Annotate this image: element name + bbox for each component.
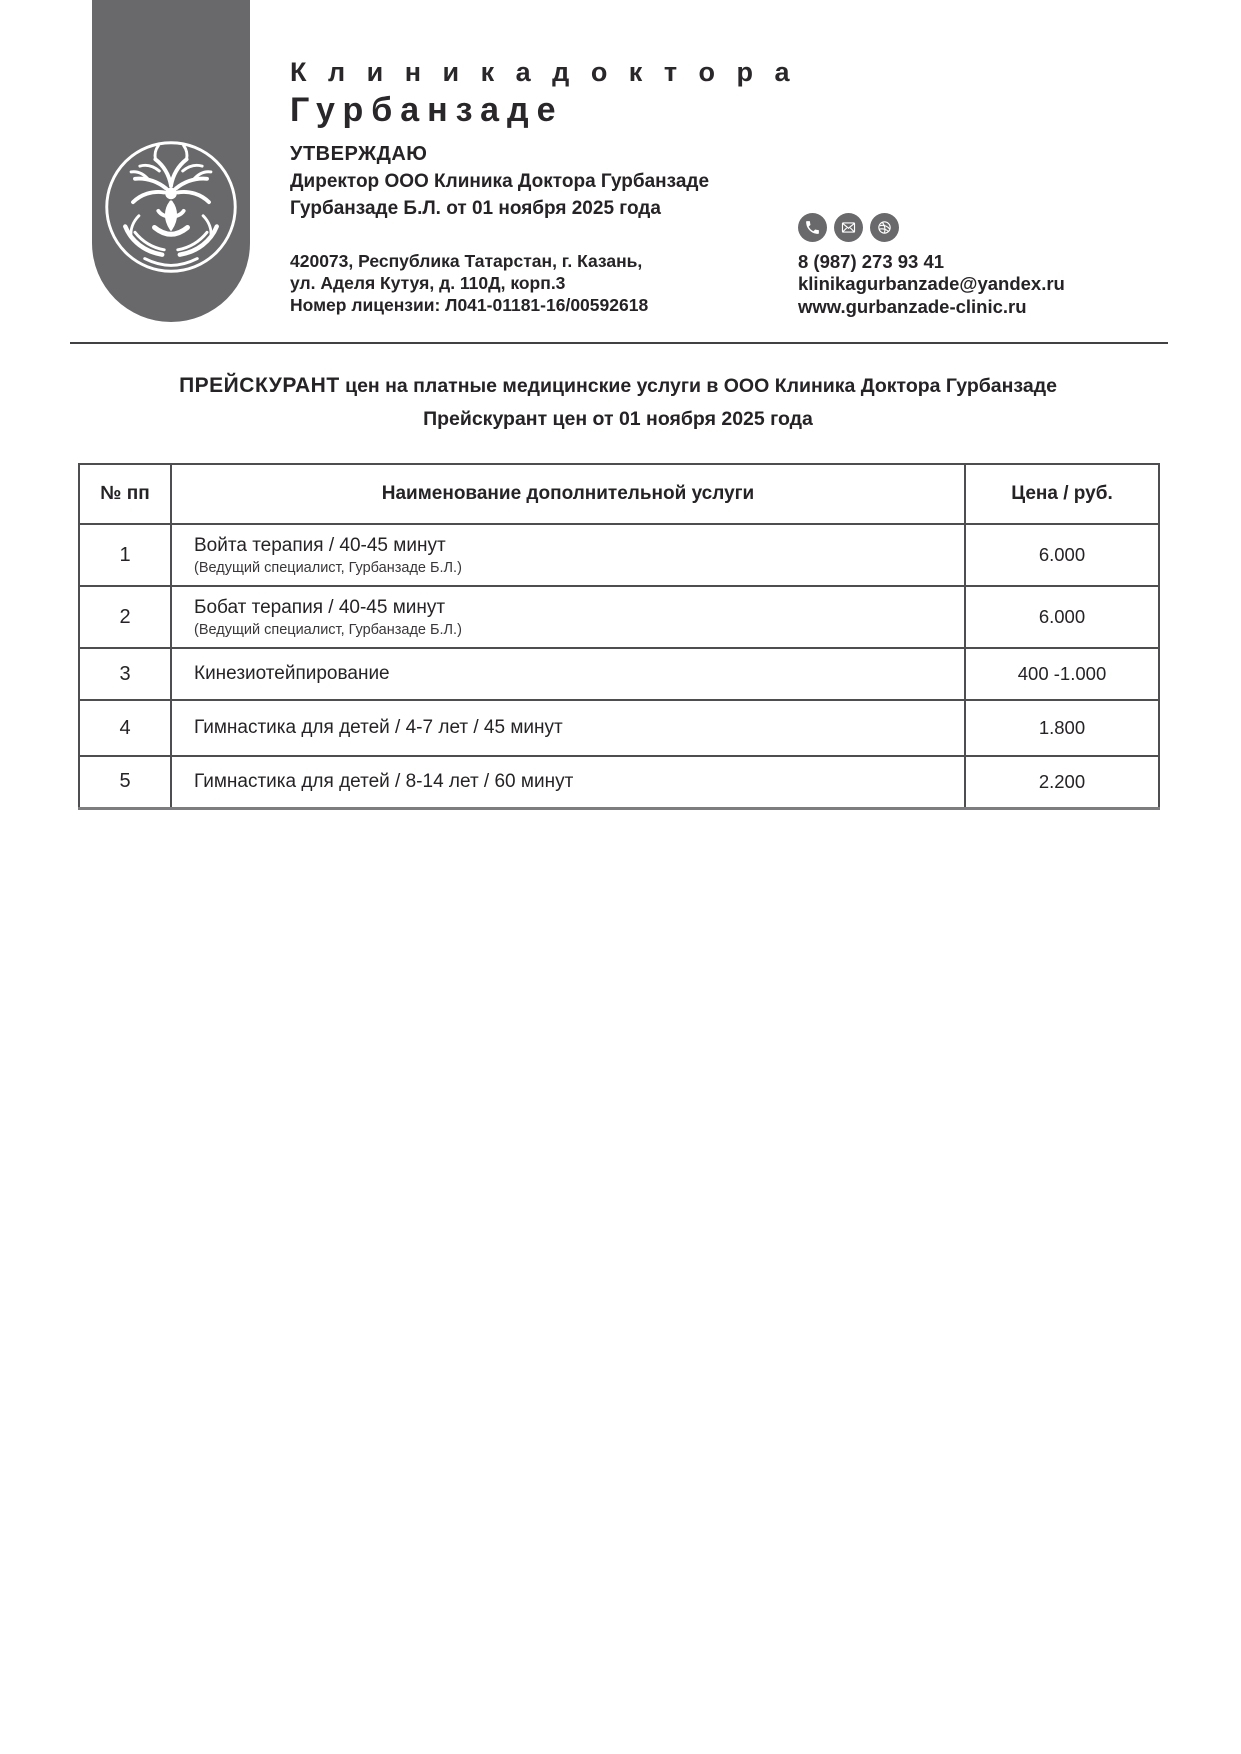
table-row — [79, 700, 1159, 756]
service-cell — [171, 648, 965, 700]
brand-ribbon — [92, 0, 250, 322]
header-price: Цена / руб. — [965, 464, 1159, 524]
contact-lines — [798, 251, 1065, 318]
title-line1 — [78, 374, 1158, 398]
approval-line-director: Директор ООО Клиника Доктора Гурбанзаде — [290, 171, 710, 192]
clinic-name — [290, 57, 797, 130]
clinic-name-line1: К л и н и к а д о к т о р а — [290, 57, 797, 87]
service-name: Бобат терапия / 40-45 минут — [194, 596, 446, 618]
service-name: Кинезиотейпирование — [194, 663, 390, 684]
service-cell — [171, 700, 965, 756]
website-url: www.gurbanzade-clinic.ru — [798, 295, 1027, 317]
service-name: Гимнастика для детей / 4-7 лет / 45 минут — [194, 717, 563, 738]
service-name: Гимнастика для детей / 8-14 лет / 60 минут — [194, 770, 574, 792]
price-table — [78, 463, 1160, 810]
address-line1: 420073, Республика Татарстан, г. Казань, — [290, 251, 643, 271]
phone-icon — [798, 213, 827, 242]
envelope-icon — [834, 213, 863, 242]
email-address: klinikagurbanzade@yandex.ru — [798, 273, 1065, 295]
service-cell — [171, 524, 965, 586]
service-note: (Ведущий специалист, Гурбанзаде Б.Л.) — [194, 559, 462, 576]
row-number: 3 — [79, 648, 171, 700]
license-number: Номер лицензии: Л041-01181-16/00592618 — [290, 295, 649, 315]
row-number: 2 — [79, 586, 171, 648]
approval-heading: УТВЕРЖДАЮ — [290, 143, 428, 165]
service-cell — [171, 586, 965, 648]
service-note: (Ведущий специалист, Гурбанзаде Б.Л.) — [194, 621, 462, 638]
header-divider — [70, 342, 1168, 344]
table-row — [79, 586, 1159, 648]
service-name: Войта терапия / 40-45 минут — [194, 534, 446, 556]
table-header-row — [79, 464, 1159, 524]
service-price: 6.000 — [965, 586, 1159, 648]
contact-icons — [798, 213, 1065, 242]
service-price: 6.000 — [965, 524, 1159, 586]
row-number: 1 — [79, 524, 171, 586]
contact-block — [798, 213, 1065, 318]
row-number: 4 — [79, 700, 171, 756]
clinic-logo-tree-icon — [98, 134, 244, 280]
document-title — [78, 374, 1158, 431]
table-row — [79, 756, 1159, 808]
clinic-name-line2: Гурбанзаде — [290, 91, 564, 129]
globe-icon — [870, 213, 899, 242]
approval-block — [290, 143, 709, 220]
header-num: № пп — [79, 464, 171, 524]
title-line1-strong: ПРЕЙСКУРАНТ — [179, 374, 340, 397]
title-line1-rest: цен на платные медицинские услуги в ООО Клиника Доктора Гурбанзаде — [339, 375, 1057, 397]
table-row — [79, 648, 1159, 700]
service-price: 2.200 — [965, 756, 1159, 808]
address-block — [290, 250, 648, 316]
row-number: 5 — [79, 756, 171, 808]
service-price: 1.800 — [965, 700, 1159, 756]
address-line2: ул. Аделя Кутуя, д. 110Д, корп.3 — [290, 273, 566, 293]
service-cell — [171, 756, 965, 808]
header-service-name: Наименование дополнительной услуги — [171, 464, 965, 524]
table-row — [79, 524, 1159, 586]
title-line2: Прейскурант цен от 01 ноября 2025 года — [423, 408, 813, 430]
phone-number: 8 (987) 273 93 41 — [798, 251, 945, 272]
service-price: 400 -1.000 — [965, 648, 1159, 700]
approval-line-date: Гурбанзаде Б.Л. от 01 ноября 2025 года — [290, 198, 661, 219]
